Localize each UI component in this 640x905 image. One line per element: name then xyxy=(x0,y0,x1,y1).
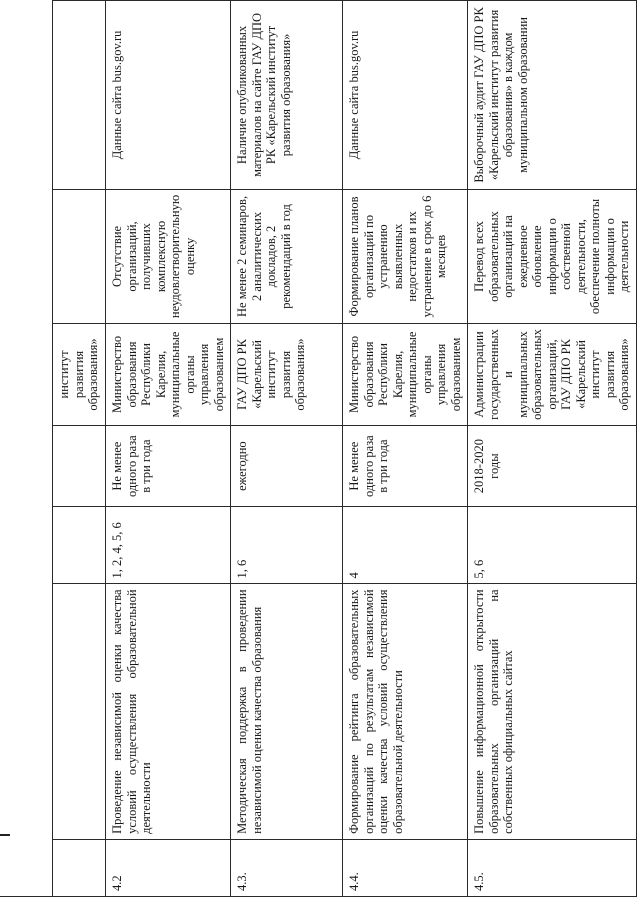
cell-result: Формирование планов организаций по устранению выявленных недостатков и их устранение в срок до 6 месяцев xyxy=(343,189,468,323)
cell-tasks xyxy=(53,507,106,584)
cell-term: ежегодно xyxy=(231,425,343,507)
cell-result: Не менее 2 семинаров, 2 аналитических докладов, 2 рекомендаций в год xyxy=(231,189,343,323)
cell-control xyxy=(53,1,106,190)
cell-term xyxy=(53,425,106,507)
cell-number xyxy=(53,839,106,896)
cell-result: Отсутствие организаций, получивших комплексную неудовлетворительную оценку xyxy=(106,189,231,323)
cell-tasks: 4 xyxy=(343,507,468,584)
cell-activity: Формирование рейтинга образовательных организаций по результатам независимой оценки качества условий осуществления образовательной деятельности xyxy=(343,584,468,839)
cell-tasks: 5, 6 xyxy=(468,507,637,584)
cell-executor: Министерство образования Республики Карелия, муниципальные органы управления образованием xyxy=(106,324,231,426)
cell-activity xyxy=(53,584,106,839)
cell-number: 4.2 xyxy=(106,839,231,896)
cell-number: 4.5. xyxy=(468,839,637,896)
cell-control: Наличие опубликованных материалов на сайте ГАУ ДПО РК «Карельский институт развития образования» xyxy=(231,1,343,190)
cell-activity: Проведение независимой оценки качества условий осуществления образовательной деятельности xyxy=(106,584,231,839)
cell-number: 4.3. xyxy=(231,839,343,896)
cell-term: 2018-2020 годы xyxy=(468,425,637,507)
cell-number: 4.4. xyxy=(343,839,468,896)
cell-activity: Методическая поддержка в проведении независимой оценки качества образования xyxy=(231,584,343,839)
cell-activity: Повышение информационной открытости образовательных организаций на собственных официальных сайтах xyxy=(468,584,637,839)
table-row xyxy=(231,1,343,897)
table-row xyxy=(53,1,106,897)
cell-tasks: 1, 2, 4, 5, 6 xyxy=(106,507,231,584)
cell-control: Выборочный аудит ГАУ ДПО РК «Карельский институт развития образования» в каждом муниципальном образовании xyxy=(468,1,637,190)
cell-term: Не менее одного раза в три года xyxy=(343,425,468,507)
cell-term: Не менее одного раза в три года xyxy=(106,425,231,507)
cell-executor: институт развития образования» xyxy=(53,324,106,426)
cell-executor: Министерство образования Республики Карелия, муниципальные органы управления образованием xyxy=(343,324,468,426)
cell-tasks: 1, 6 xyxy=(231,507,343,584)
table-row xyxy=(468,1,637,897)
scan-artifact xyxy=(0,834,10,836)
cell-executor: ГАУ ДПО РК «Карельский институт развития образования» xyxy=(231,324,343,426)
action-plan-table xyxy=(52,0,637,897)
cell-control: Данные сайта bus.gov.ru xyxy=(106,1,231,190)
cell-control: Данные сайта bus.gov.ru xyxy=(343,1,468,190)
cell-result xyxy=(53,189,106,323)
cell-executor: Администрации государственных и муниципальных образовательных организаций, ГАУ ДПО РК «Карельский институт развития образования» xyxy=(468,324,637,426)
table-row xyxy=(106,1,231,897)
page-margin-line xyxy=(0,896,52,897)
cell-result: Перевод всех образовательных организаций на ежедневное обновление информации о собственной деятельности, обеспечение полноты информации о деятельности xyxy=(468,189,637,323)
table-row xyxy=(343,1,468,897)
